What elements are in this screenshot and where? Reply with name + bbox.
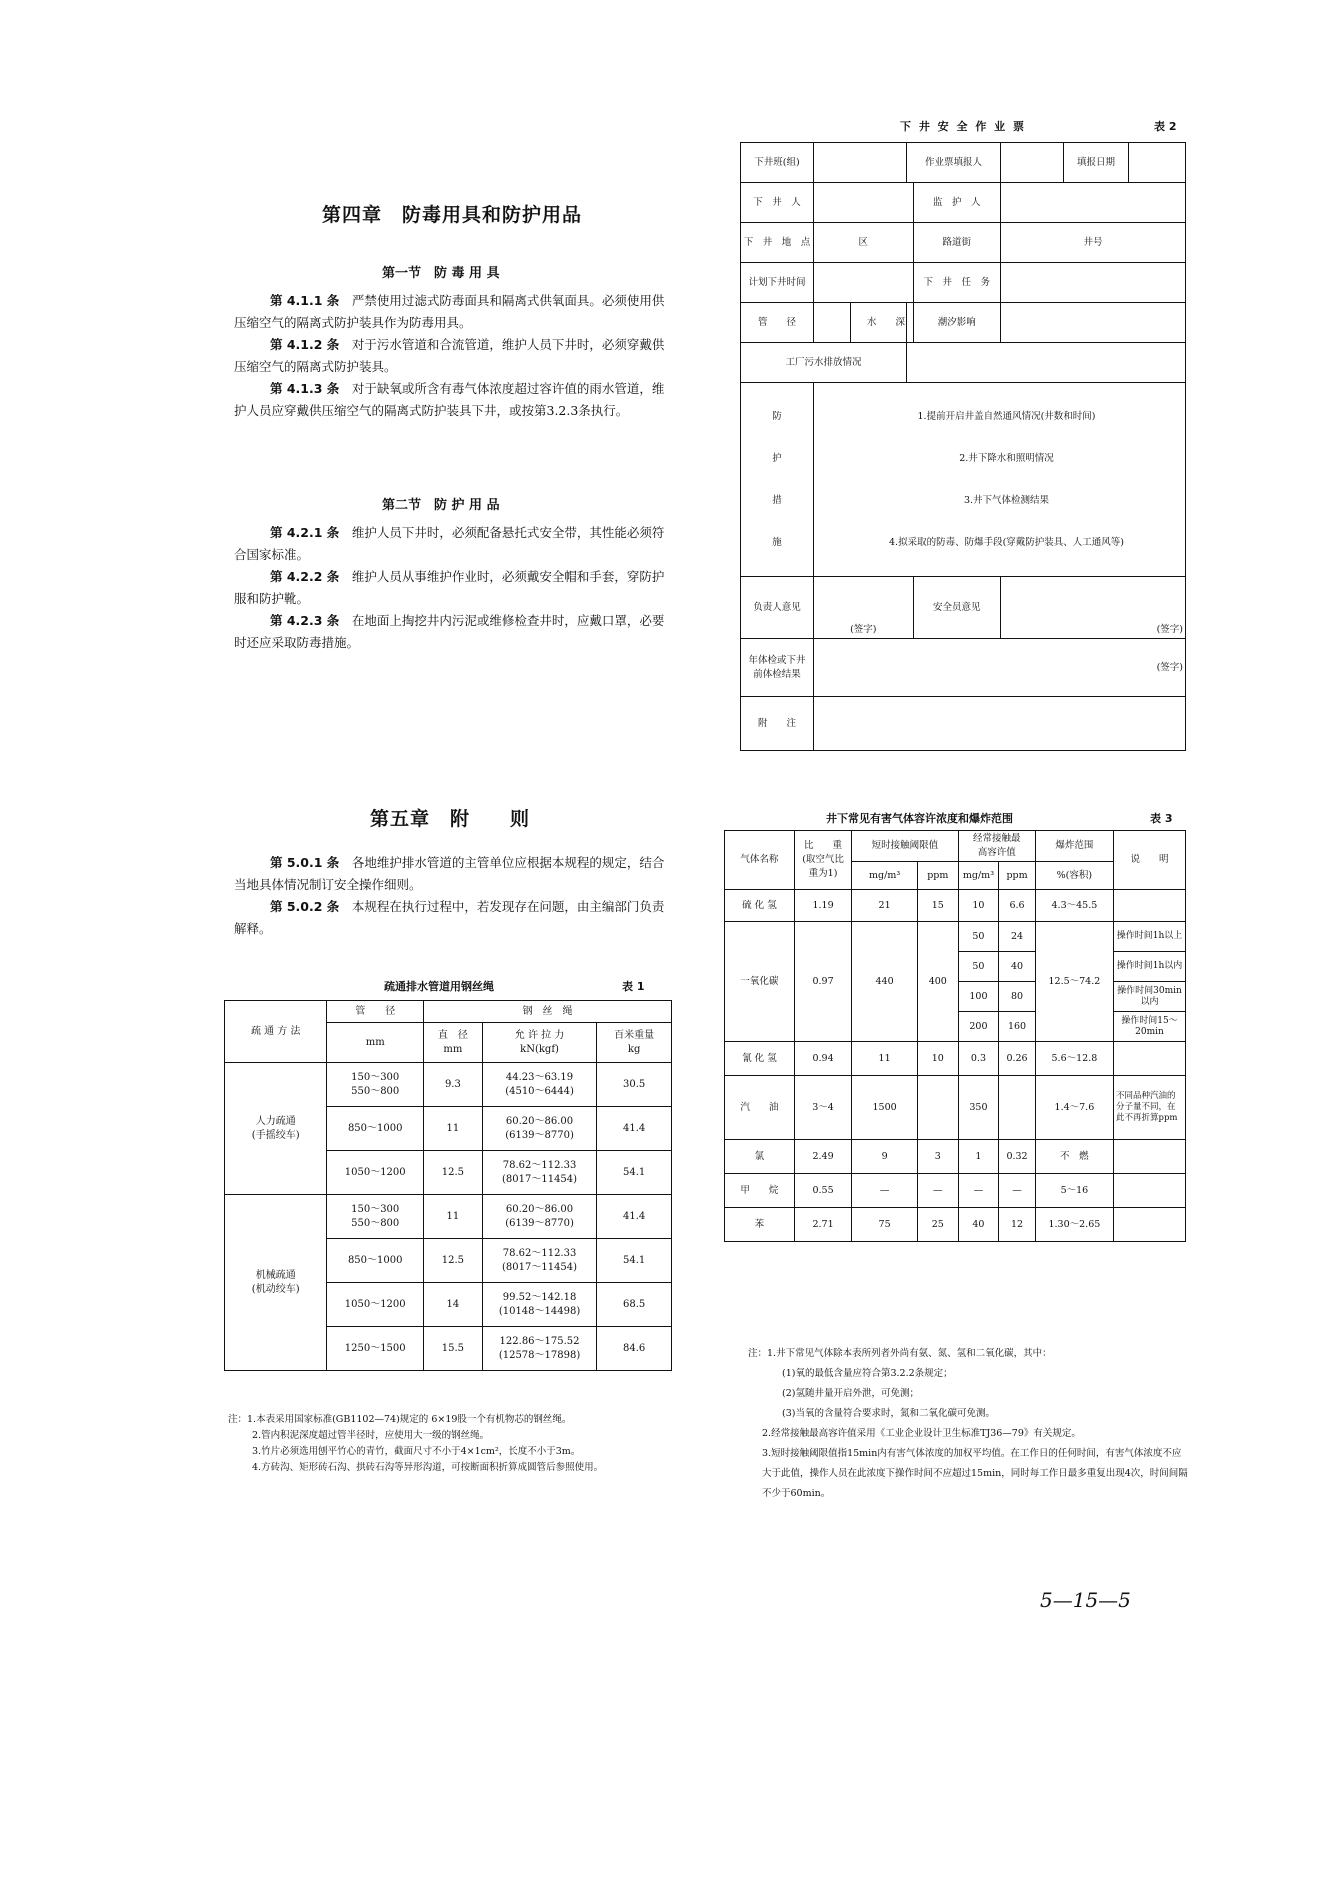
t2-measures: 1.提前开启井盖自然通风情况(井数和时间) 2.井下降水和照明情况 3.井下气体检测结果 4.拟采取的防毒、防爆手段(穿戴防护装具、人工通风等): [814, 383, 1186, 577]
table-row: 氰 化 氢 0.94 11 10 0.3 0.26 5.6～12.8: [725, 1042, 1186, 1076]
table3-number: 表 3: [1150, 812, 1173, 825]
t2-plan-time: 计划下井时间: [741, 263, 814, 303]
t1-h-rope: 钢 丝 绳: [424, 1001, 672, 1023]
table-row: 一氧化碳 0.97 440 400 50 24 12.5～74.2 操作时间1h以上: [725, 922, 1186, 952]
t1-group-manual: 人力疏通 (手摇绞车): [225, 1063, 327, 1195]
t2-task: 下 井 任 务: [913, 263, 1000, 303]
t2-tide: 潮汐影响: [913, 303, 1000, 343]
t2-safety: 安全员意见: [913, 577, 1000, 639]
t1-h-pipe: 管 径: [327, 1001, 424, 1023]
table2: 下井班(组) 作业票填报人 填报日期 下 井 人 监 护 人 下 井 地 点 区 路道街 井号 计划下井时间 下 井 任 务 管 径 水 深 潮汐影响 工厂污水排放情况 防 护 措 施 1.提前开启井盖自然通风情况(井数和时间) 2.井下降水和照明情况 3.井下气体检测结果 4.拟采取的防毒、防爆手段(穿戴防护装具、人工通风等) 负责人意见 (签字) 安全员意见 (签字) 年体检或下井 前体检结果 (签字) 附 注: [740, 142, 1186, 751]
table1: [224, 1000, 672, 1371]
table-row: 850～1000 12.5 78.62～112.33 (8017～11454) 54.1: [225, 1239, 672, 1283]
table-row: 1250～1500 15.5 122.86～175.52 (12578～17898) 84.6: [225, 1327, 672, 1371]
table2-title: 下 井 安 全 作 业 票: [900, 120, 1026, 133]
section1-title: 第一节 防 毒 用 具: [382, 266, 500, 281]
t3-h-expl: 爆炸范围: [1035, 831, 1113, 862]
table-row: 甲 烷 0.55 — — — — 5～16: [725, 1174, 1186, 1208]
t3-h-note: 说 明: [1114, 831, 1186, 890]
table3-title: 井下常见有害气体容许浓度和爆炸范围: [826, 812, 1013, 825]
t2-remark: 附 注: [741, 697, 814, 751]
t2-location: 下 井 地 点: [741, 223, 814, 263]
t3-h-name: 气体名称: [725, 831, 795, 890]
table1-number: 表 1: [622, 980, 645, 993]
table3: 气体名称 比 重 (取空气比 重为1) 短时接触阈限值 经常接触最 高容许值 爆炸范围 说 明 mg/m³ ppm mg/m³ ppm %(容积) 硫 化 氢 1.19 21 15 10 6.6 4.3～45.5 一氧化碳 0.97 440 400 50 24 12.5～74.2 操作时间1h以上 50 40 操作时间1h以内 100 80 操作时间30min以内 200 160 操作时间15～20min 氰 化 氢 0.94 11 10 0.3 0.26 5.6～12.8 汽 油 3～4 1500 350 1.4～7.6 不同品种汽油的分子量不同，在此不再折算ppm 氯 2.49 9 3 1 0.32 不 燃 甲 烷 0.55 — — — — 5～16 苯 2.71 75 25 40 12 1.30～2.65: [724, 830, 1186, 1242]
table2-number: 表 2: [1154, 120, 1177, 133]
t1-h-dia: 直 径 mm: [424, 1023, 483, 1063]
table-row: 1050～1200 14 99.52～142.18 (10148～14498) 68.5: [225, 1283, 672, 1327]
t2-pipe: 管 径: [741, 303, 814, 343]
table-row: 850～1000 11 60.20～86.00 (6139～8770) 41.4: [225, 1107, 672, 1151]
t3-h-short: 短时接触阈限值: [852, 831, 958, 862]
table-row: 机械疏通 (机动绞车) 150～300 550～800 11 60.20～86.00 (6139～8770) 41.4: [225, 1195, 672, 1239]
table-row: 人力疏通 (手摇绞车) 150～300 550～800 9.3 44.23～63.19 (4510～6444) 30.5: [225, 1063, 672, 1107]
chapter4-section2-body: 第 4.2.1 条 维护人员下井时，必须配备悬托式安全带，其性能必须符合国家标准。 第 4.2.2 条 维护人员从事维护作业时，必须戴安全帽和手套，穿防护服和防护靴。 第 4.2.3 条 在地面上掏挖井内污泥或维修检查井时，应戴口罩，必要时还应采取防毒措施。: [234, 525, 665, 650]
table-row: 硫 化 氢 1.19 21 15 10 6.6 4.3～45.5: [725, 890, 1186, 922]
t1-h-force: 允 许 拉 力 kN(kgf): [482, 1023, 597, 1063]
table1-title: 疏通排水管道用钢丝绳: [384, 980, 494, 993]
t2-date: 填报日期: [1064, 143, 1129, 183]
table-row: 氯 2.49 9 3 1 0.32 不 燃: [725, 1140, 1186, 1174]
t2-factory: 工厂污水排放情况: [741, 343, 907, 383]
t2-team: 下井班(组): [741, 143, 814, 183]
t2-guardian: 监 护 人: [913, 183, 1000, 223]
section2-title: 第二节 防 护 用 品: [382, 498, 500, 513]
t2-worker: 下 井 人: [741, 183, 814, 223]
chapter5-body: 第 5.0.1 条 各地维护排水管道的主管单位应根据本规程的规定，结合当地具体情况制订安全操作细则。 第 5.0.2 条 本规程在执行过程中，若发现存在问题，由主编部门负责解释。: [234, 855, 665, 936]
table-row: 汽 油 3～4 1500 350 1.4～7.6 不同品种汽油的分子量不同，在此不再折算ppm: [725, 1076, 1186, 1140]
t2-health: 年体检或下井 前体检结果: [741, 639, 814, 697]
t1-h-method: 疏 通 方 法: [225, 1001, 327, 1063]
t2-measures-label: 防 护 措 施: [741, 383, 814, 577]
chapter5-title: 第五章 附 则: [370, 808, 531, 830]
t1-group-mechanical: 机械疏通 (机动绞车): [225, 1195, 327, 1371]
table3-notes: 注：1.井下常见气体除本表所列者外尚有氨、氮、氢和二氧化碳，其中： (1)氧的最低含量应符合第3.2.2条规定； (2)氢随井量开启外泄，可免测； (3)当氧的含量符合要求时，氮和二氧化碳可免测。 2.经常接触最高容许值采用《工业企业设计卫生标准TJ36—79》有关规定。 3.短时接触阈限值指15min内有害气体浓度的加权平均值。在工作日的任何时间，有害气体浓度不应大于此值，操作人员在此浓度下操作时间不应超过15min，同时每工作日最多重复出现4次，时间间隔不少于60min。: [748, 1348, 1188, 1499]
chapter4-title: 第四章 防毒用具和防护用品: [322, 204, 583, 226]
table-row: 100 80 操作时间30min以内: [725, 982, 1186, 1012]
t3-h-long: 经常接触最 高容许值: [958, 831, 1035, 862]
chapter4-section1-body: 第 4.1.1 条 严禁使用过滤式防毒面具和隔离式供氧面具。必须使用供压缩空气的隔离式防护装具作为防毒用具。 第 4.1.2 条 对于污水管道和合流管道，维护人员下井时，必须穿戴供压缩空气的隔离式防护装具。 第 4.1.3 条 对于缺氧或所含有毒气体浓度超过容许值的雨水管道，维护人员应穿戴供压缩空气的隔离式防护装具下井，或按第3.2.3条执行。: [234, 293, 665, 418]
table-row: 1050～1200 12.5 78.62～112.33 (8017～11454) 54.1: [225, 1151, 672, 1195]
t1-h-mm: mm: [327, 1023, 424, 1063]
table-row: 200 160 操作时间15～20min: [725, 1012, 1186, 1042]
t2-leader: 负责人意见: [741, 577, 814, 639]
t1-h-weight: 百米重量 kg: [597, 1023, 672, 1063]
table-row: 苯 2.71 75 25 40 12 1.30～2.65: [725, 1208, 1186, 1242]
t3-h-sg: 比 重 (取空气比 重为1): [794, 831, 851, 890]
page-number: 5—15—5: [1040, 1588, 1131, 1612]
t2-filler: 作业票填报人: [907, 143, 1001, 183]
table1-notes: 注：1.本表采用国家标准(GB1102—74)规定的 6×19股一个有机物芯的钢丝绳。 2.管内积泥深度超过管半径时，应使用大一级的钢丝绳。 3.竹片必须选用刨平竹心的青竹，截面尺寸不小于4×1cm²，长度不小于3m。 4.方砖沟、矩形砖石沟、拱砖石沟等异形沟道，可按断面积折算成圆管后参照使用。: [228, 1414, 604, 1473]
table-row: 50 40 操作时间1h以内: [725, 952, 1186, 982]
